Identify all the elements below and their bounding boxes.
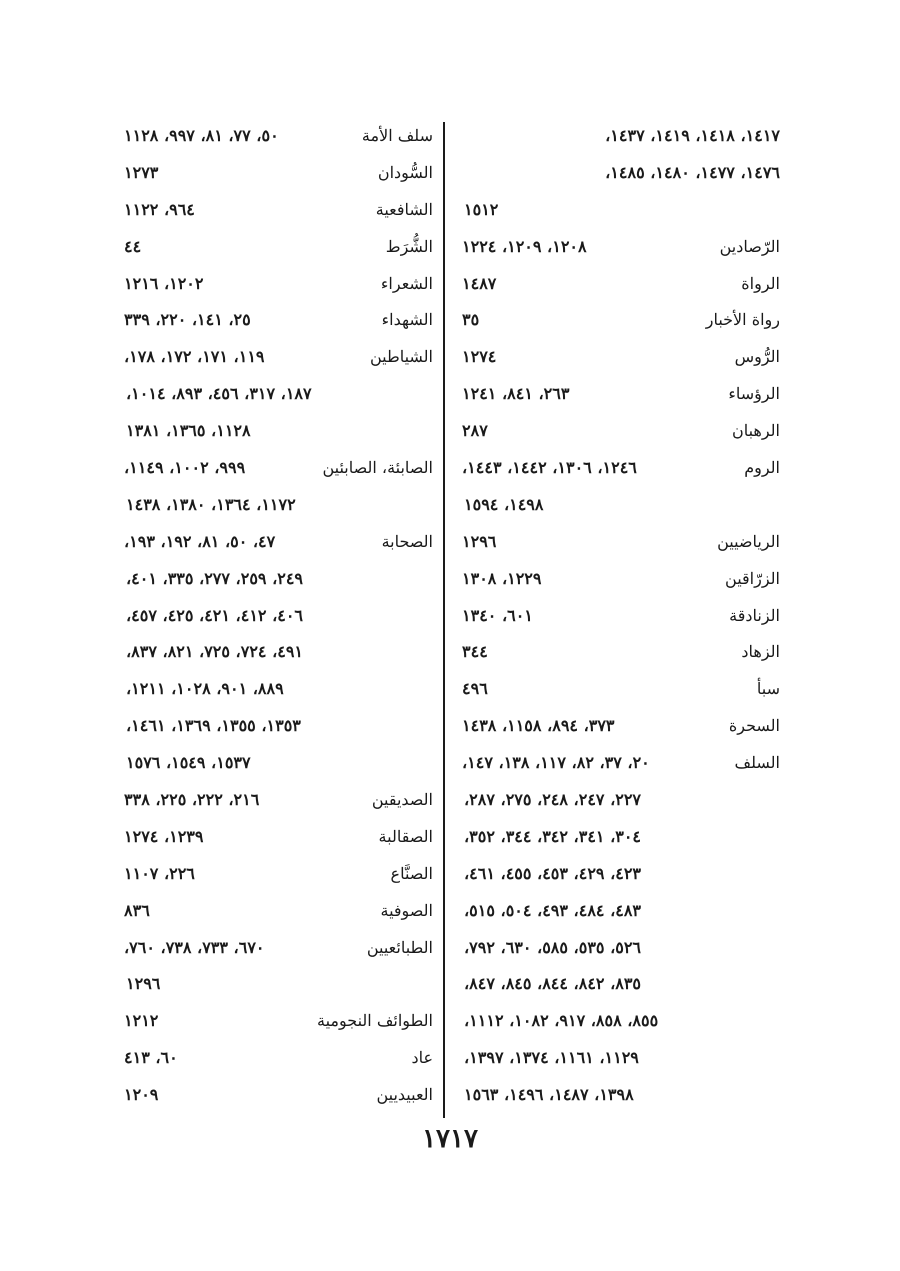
entry-name: الصابئة، الصابئين [322,458,433,478]
index-entry [120,895,433,932]
entry-page-refs: ٨٥٥، ٨٥٨، ٩١٧، ١٠٨٢، ١١١٢، [464,1011,659,1031]
entry-page-refs: ١٢٠٩ [124,1085,159,1105]
entry-page-refs: ١٢٣٩، ١٢٧٤ [124,826,204,846]
entry-name: الشُّرَط [385,236,433,256]
index-entry [458,120,780,157]
entry-name: الرياضيين [717,531,780,551]
index-entry [458,600,780,637]
entry-page-refs: ٣٥ [462,310,480,330]
index-entry [458,194,780,231]
entry-page-refs: ٣٧٣، ٨٩٤، ١١٥٨، ١٤٣٨ [462,716,615,736]
entry-name: الزهاد [741,642,780,662]
entry-name: السُّودان [377,162,433,182]
index-entry [458,784,780,821]
entry-page-refs: ١١٢٨، ١٣٦٥، ١٣٨١ [126,421,251,441]
entry-page-refs: ٩٦٤، ١١٢٢ [124,199,195,219]
entry-page-refs: ٤٢٣، ٤٢٩، ٤٥٣، ٤٥٥، ٤٦١، [464,863,642,883]
entry-name: عاد [411,1048,433,1068]
index-entry [120,858,433,895]
entry-name: الرواة [741,273,780,293]
entry-page-refs: ٤٤ [124,236,142,256]
entry-page-refs: ٥٠، ٧٧، ٨١، ٩٩٧، ١١٢٨ [124,126,279,145]
entry-name: الزرّاقين [725,568,780,588]
index-entry [120,821,433,858]
entry-page-refs: ٤٧، ٥٠، ٨١، ١٩٢، ١٩٣، [124,531,276,551]
entry-page-refs: ١٢٢٩، ١٣٠٨ [462,568,542,588]
entry-page-refs: ١١٩، ١٧١، ١٧٢، ١٧٨، [124,347,265,367]
entry-name: العبيديين [376,1085,433,1105]
page-number: ١٧١٧ [422,1124,478,1154]
left-index-column [120,120,433,1116]
index-entry [458,231,780,268]
entry-page-refs: ١٨٧، ٣١٧، ٤٥٦، ٨٩٣، ١٠١٤، [126,384,312,404]
index-entry [120,489,433,526]
index-entry [120,968,433,1005]
index-entry [120,932,433,969]
entry-page-refs: ١٢٠٨، ١٢٠٩، ١٢٢٤ [462,236,587,256]
index-entry [458,895,780,932]
index-entry [120,194,433,231]
entry-name: السلف [734,753,780,773]
index-entry [120,563,433,600]
entry-page-refs: ٢١٦، ٢٢٢، ٢٢٥، ٣٣٨ [124,790,260,810]
entry-name: الرُّوس [734,347,780,367]
entry-page-refs: ٤٩٦ [462,679,488,699]
index-entry [120,120,433,157]
entry-name: الزنادقة [729,605,780,625]
index-entry [458,563,780,600]
index-entry [458,415,780,452]
index-entry [458,304,780,341]
entry-name: الرّصادين [719,236,780,256]
index-entry [458,968,780,1005]
entry-page-refs: ٢٥، ١٤١، ٢٢٠، ٣٣٩ [124,310,251,330]
entry-page-refs: ٢٠، ٣٧، ٨٢، ١١٧، ١٣٨، ١٤٧، [462,753,650,773]
entry-name: الطبائعيين [366,937,433,957]
column-divider [443,122,445,1118]
entry-page-refs: ١٢٧٤ [462,347,497,367]
entry-name: الروم [744,458,780,478]
entry-page-refs: ١٥٣٧، ١٥٤٩، ١٥٧٦ [126,753,251,773]
entry-page-refs: ١٢١٢ [124,1011,159,1031]
entry-page-refs: ٣٤٤ [462,642,488,662]
entry-page-refs: ٩٩٩، ١٠٠٢، ١١٤٩، [124,458,246,478]
index-entry [458,341,780,378]
entry-name: الشعراء [380,273,433,293]
index-entry [458,710,780,747]
entry-page-refs: ٤٠٦، ٤١٢، ٤٢١، ٤٢٥، ٤٥٧، [126,605,304,625]
entry-page-refs: ٤٩١، ٧٢٤، ٧٢٥، ٨٢١، ٨٣٧، [126,642,304,662]
index-entry [120,636,433,673]
entry-page-refs: ٤٨٣، ٤٨٤، ٤٩٣، ٥٠٤، ٥١٥، [464,900,642,920]
index-entry [458,268,780,305]
index-entry [120,415,433,452]
entry-name: الشياطين [369,347,433,367]
index-entry [458,378,780,415]
entry-page-refs: ١٤٧٦، ١٤٧٧، ١٤٨٠، ١٤٨٥، [605,162,780,182]
index-entry [120,378,433,415]
entry-page-refs: ٢٢٦، ١١٠٧ [124,863,195,883]
index-entry [120,1042,433,1079]
entry-page-refs: ٨٣٥، ٨٤٢، ٨٤٤، ٨٤٥، ٨٤٧، [464,974,642,994]
entry-name: سلف الأمة [361,126,433,145]
entry-name: الصقالبة [378,826,433,846]
index-entry [458,452,780,489]
entry-page-refs: ١٤٩٨، ١٥٩٤ [464,494,544,514]
entry-name: السحرة [728,716,780,736]
index-entry [120,1079,433,1116]
entry-page-refs: ٦٧٠، ٧٣٣، ٧٣٨، ٧٦٠، [124,937,265,957]
entry-name: الشهداء [381,310,433,330]
entry-name: الصنَّاع [390,863,433,883]
index-entry [458,636,780,673]
entry-page-refs: ١٤١٧، ١٤١٨، ١٤١٩، ١٤٣٧، [605,126,780,145]
index-entry [120,600,433,637]
entry-name: الصديقين [371,790,433,810]
entry-page-refs: ١١٢٩، ١١٦١، ١٣٧٤، ١٣٩٧، [464,1048,639,1068]
entry-page-refs: ٢٨٧ [462,421,488,441]
index-entry [458,1042,780,1079]
entry-page-refs: ١٢٩٦ [126,974,161,994]
right-index-column [458,120,780,1116]
index-entry [458,157,780,194]
entry-page-refs: ١٢٧٣ [124,162,159,182]
entry-page-refs: ٨٨٩، ٩٠١، ١٠٢٨، ١٢١١، [126,679,284,699]
entry-page-refs: ١٣٩٨، ١٤٨٧، ١٤٩٦، ١٥٦٣ [464,1085,634,1105]
index-entry [120,304,433,341]
index-entry [458,1005,780,1042]
index-entry [458,526,780,563]
entry-name: الرهبان [731,421,780,441]
entry-name: الصحابة [381,531,433,551]
entry-page-refs: ١٢٤٦، ١٣٠٦، ١٤٤٢، ١٤٤٣، [462,458,637,478]
entry-page-refs: ١٢٩٦ [462,531,497,551]
entry-name: الشافعية [375,199,433,219]
entry-page-refs: ١١٧٢، ١٣٦٤، ١٣٨٠، ١٤٣٨ [126,494,296,514]
index-entry [120,452,433,489]
entry-page-refs: ٥٢٦، ٥٣٥، ٥٨٥، ٦٣٠، ٧٩٢، [464,937,642,957]
index-entry [120,673,433,710]
entry-page-refs: ١٤٨٧ [462,273,497,293]
index-entry [458,673,780,710]
index-entry [458,1079,780,1116]
entry-name: سبأ [756,679,780,699]
entry-page-refs: ٦٠، ٤١٣ [124,1048,178,1068]
entry-page-refs: ١٥١٢ [464,199,499,219]
index-entry [120,268,433,305]
index-entry [120,526,433,563]
entry-name: الطوائف النجومية [317,1011,433,1031]
entry-page-refs: ٣٠٤، ٣٤١، ٣٤٢، ٣٤٤، ٣٥٢، [464,826,642,846]
index-entry [458,489,780,526]
entry-page-refs: ٢٦٣، ٨٤١، ١٢٤١ [462,384,570,404]
index-entry [458,747,780,784]
entry-page-refs: ٢٢٧، ٢٤٧، ٢٤٨، ٢٧٥، ٢٨٧، [464,790,642,810]
index-entry [458,858,780,895]
index-entry [120,710,433,747]
entry-page-refs: ٢٤٩، ٢٥٩، ٢٧٧، ٣٣٥، ٤٠١، [126,568,304,588]
index-entry [458,932,780,969]
entry-name: الصوفية [380,900,433,920]
entry-page-refs: ١٣٥٣، ١٣٥٥، ١٣٦٩، ١٤٦١، [126,716,301,736]
index-entry [458,821,780,858]
index-entry [120,1005,433,1042]
entry-page-refs: ١٢٠٢، ١٢١٦ [124,273,204,293]
index-entry [120,157,433,194]
entry-name: رواة الأخبار [705,310,780,330]
index-entry [120,784,433,821]
index-entry [120,231,433,268]
entry-page-refs: ٦٠١، ١٣٤٠ [462,605,533,625]
index-entry [120,747,433,784]
entry-name: الرؤساء [728,384,780,404]
index-entry [120,341,433,378]
entry-page-refs: ٨٣٦ [124,900,150,920]
